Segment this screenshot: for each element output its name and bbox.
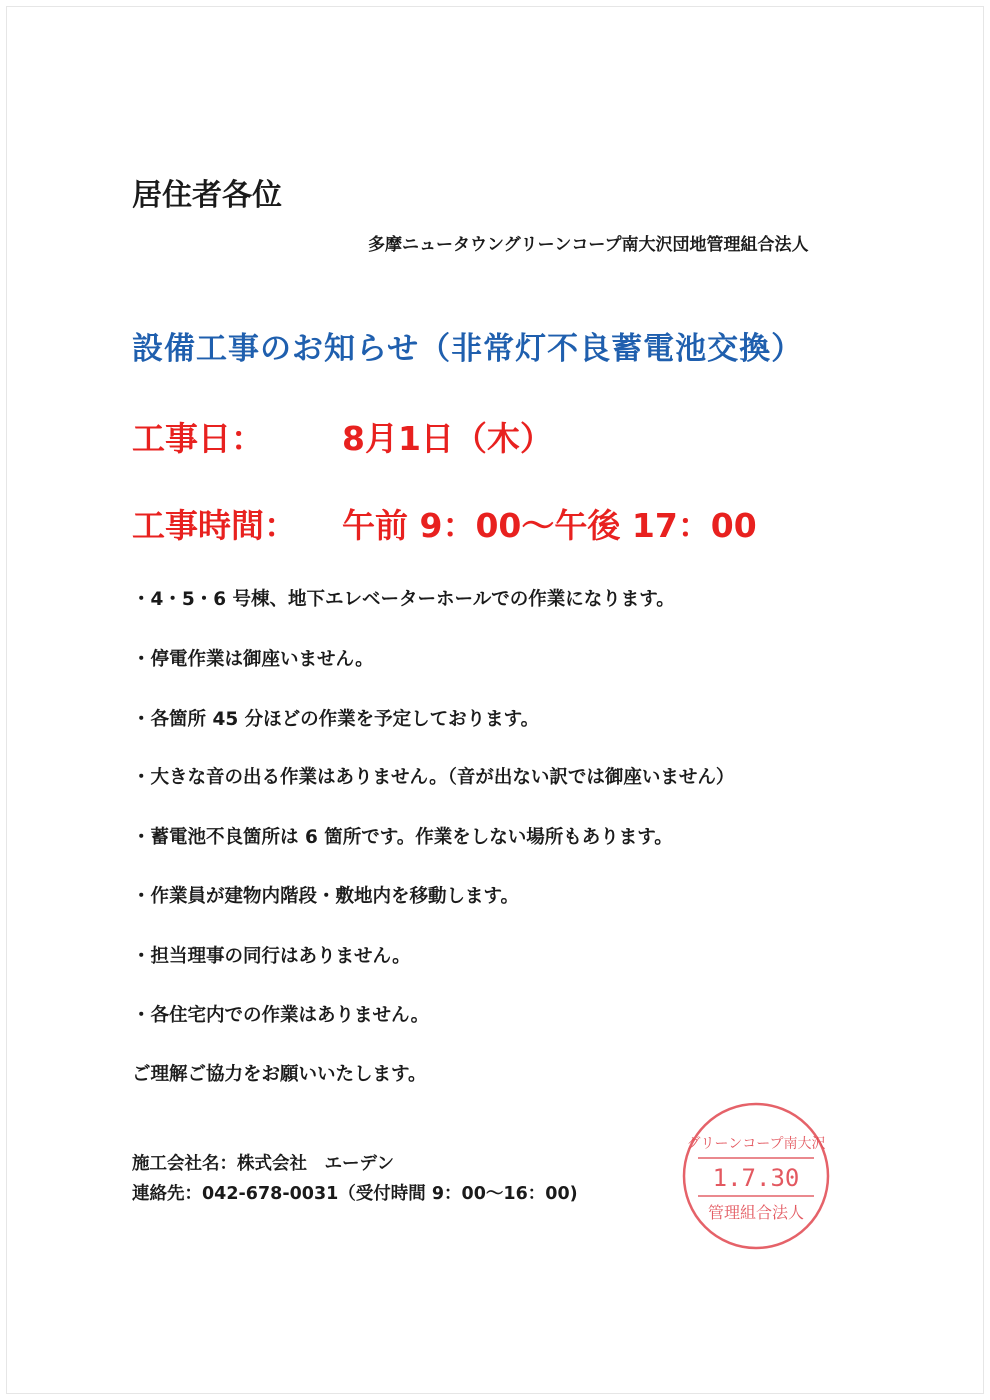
work-time-label: 工事時間：	[132, 506, 297, 545]
contractor-name: 施工会社名：株式会社 エーデン	[132, 1154, 395, 1174]
note-item: ・担当理事の同行はありません。	[132, 946, 411, 967]
notice-title: 設備工事のお知らせ（非常灯不良蓄電池交換）	[132, 331, 804, 367]
issuer-name: 多摩ニュータウングリーンコープ南大沢団地管理組合法人	[368, 235, 809, 255]
contact-info: 連絡先：042-678-0031（受付時間 9：00～16：00)	[132, 1184, 578, 1204]
note-item: ・蓄電池不良箇所は 6 箇所です。作業をしない場所もあります。	[132, 827, 673, 848]
note-item: ・作業員が建物内階段・敷地内を移動します。	[132, 886, 520, 907]
note-item: ・停電作業は御座いません。	[132, 649, 374, 670]
work-date-label: 工事日：	[132, 419, 264, 458]
note-item: ・各箇所 45 分ほどの作業を予定しております。	[132, 709, 540, 730]
closing-message: ご理解ご協力をお願いいたします。	[132, 1064, 427, 1085]
note-item: ・大きな音の出る作業はありません。（音が出ない訳では御座いません）	[132, 767, 735, 788]
work-time-value: 午前 9：00～午後 17：00	[342, 506, 757, 545]
note-item: ・各住宅内での作業はありません。	[132, 1005, 430, 1026]
work-date-value: 8月1日（木）	[342, 419, 553, 458]
association-seal-stamp	[680, 1100, 832, 1252]
svg-text:グリーンコープ南大沢: グリーンコープ南大沢	[686, 1136, 826, 1152]
note-item: ・4・5・6 号棟、地下エレベーターホールでの作業になります。	[132, 589, 675, 610]
svg-text:1.7.30: 1.7.30	[712, 1164, 800, 1192]
addressee-heading: 居住者各位	[132, 178, 282, 213]
svg-text:管理組合法人: 管理組合法人	[707, 1203, 805, 1222]
